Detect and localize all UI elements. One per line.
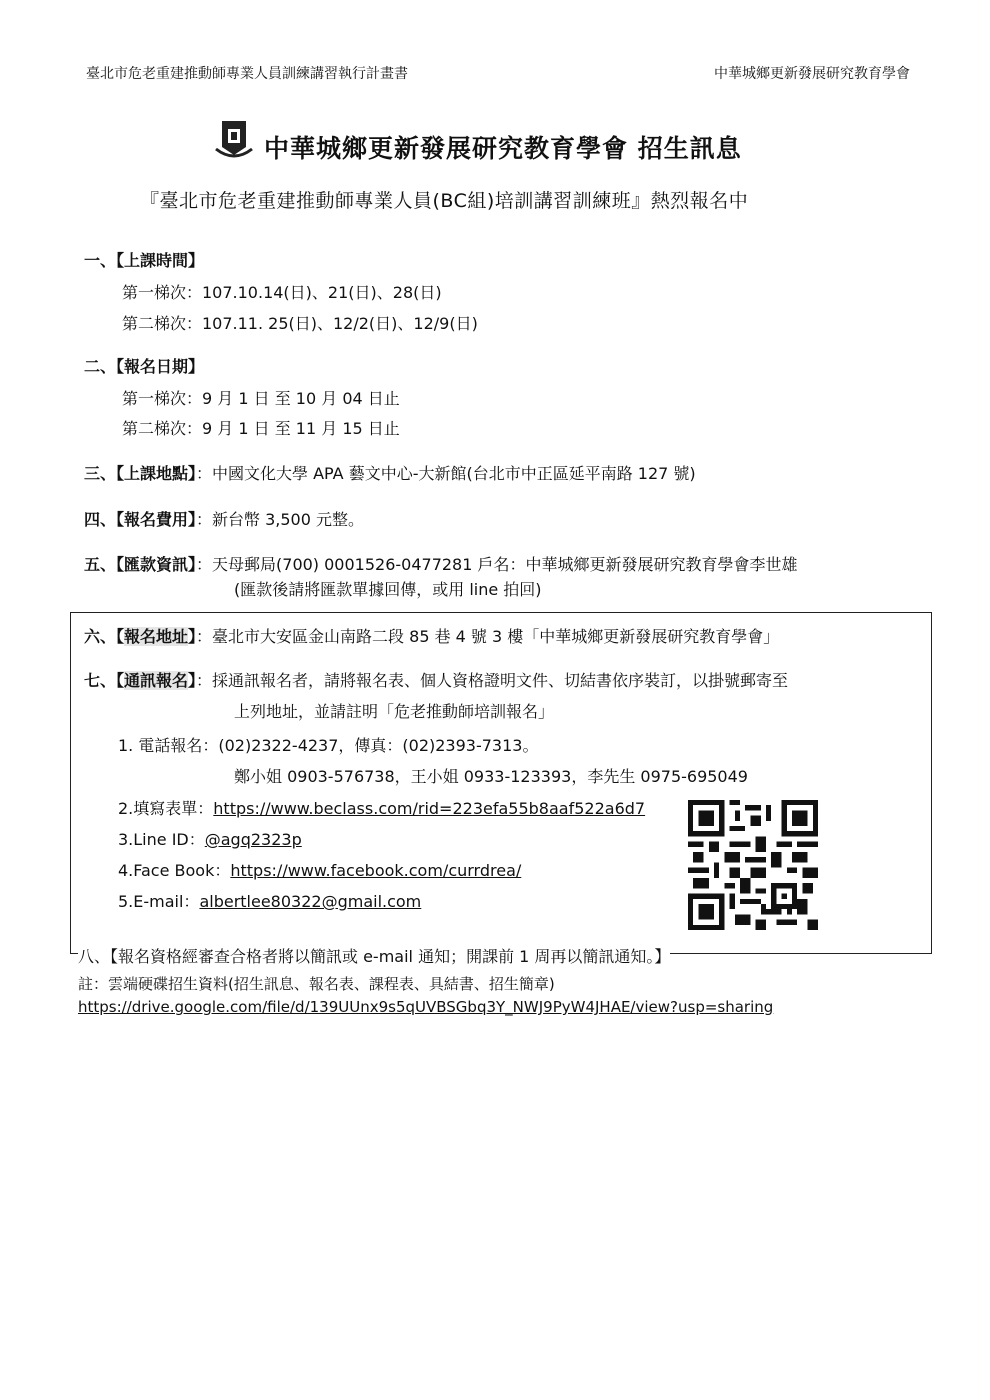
class-time-batch-1: 第一梯次：107.10.14(日)、21(日)、28(日) xyxy=(122,283,442,302)
line-id-item: 3.Line ID：@agq2323p xyxy=(118,830,302,849)
email-link[interactable]: albertlee80322@gmail.com xyxy=(199,892,422,911)
note-cloud-drive: 註：雲端硬碟招生資料(招生訊息、報名表、課程表、具結書、招生簡章) xyxy=(78,975,555,993)
facebook-link[interactable]: https://www.facebook.com/currdrea/ xyxy=(230,861,522,880)
section-class-time-heading: 一、【上課時間】 xyxy=(84,251,205,270)
online-form-item: 2.填寫表單：https://www.beclass.com/rid=223efa55b8aaf522a6d7 xyxy=(118,799,646,818)
line-id-link[interactable]: @agq2323p xyxy=(204,830,302,849)
cloud-drive-link[interactable]: https://drive.google.com/file/d/139UUnx9s5qUVBSGbq3Y_NWJ9PyW4JHAE/view?usp=sharing xyxy=(78,998,774,1016)
org-logo-icon xyxy=(212,117,256,161)
section-registration-address: 六、【報名地址】：臺北市大安區金山南路二段 85 巷 4 號 3 樓「中華城鄉更新發展研究教育學會」 xyxy=(84,627,780,646)
email-item: 5.E-mail：albertlee80322@gmail.com xyxy=(118,892,422,911)
remittance-note: (匯款後請將匯款單據回傳，或用 line 拍回) xyxy=(234,580,542,599)
facebook-item: 4.Face Book：https://www.facebook.com/currdrea/ xyxy=(118,861,522,880)
qr-code-icon[interactable] xyxy=(688,800,818,930)
section-fee: 四、【報名費用】：新台幣 3,500 元整。 xyxy=(84,510,364,529)
header-org-name: 中華城鄉更新發展研究教育學會 xyxy=(714,66,910,82)
section-registration-date-heading: 二、【報名日期】 xyxy=(84,357,205,376)
online-form-link[interactable]: https://www.beclass.com/rid=223efa55b8aaf522a6d7 xyxy=(213,799,646,818)
section-remittance: 五、【匯款資訊】：天母郵局(700) 0001526-0477281 戶名：中華城鄉更新發展研究教育學會李世雄 xyxy=(84,555,798,574)
section-qualification-notice: 八、【報名資格經審查合格者將以簡訊或 e-mail 通知；開課前 1 周再以簡訊通知。】 xyxy=(78,944,670,967)
page-subtitle: 『臺北市危老重建推動師專業人員(BC組)培訓講習訓練班』熱烈報名中 xyxy=(140,190,749,212)
page-title: 中華城鄉更新發展研究教育學會 招生訊息 xyxy=(264,134,742,163)
phone-registration: 1. 電話報名：(02)2322-4237，傳真：(02)2393-7313。 xyxy=(118,736,539,755)
registration-date-batch-2: 第二梯次：9 月 1 日 至 11 月 15 日止 xyxy=(122,419,400,438)
section-class-location: 三、【上課地點】：中國文化大學 APA 藝文中心-大新館(台北市中正區延平南路 127 號) xyxy=(84,464,696,483)
header-plan-title: 臺北市危老重建推動師專業人員訓練講習執行計畫書 xyxy=(86,66,408,82)
section-mail-registration: 七、【通訊報名】：採通訊報名者，請將報名表、個人資格證明文件、切結書依序裝訂，以掛號郵寄至 xyxy=(84,671,789,690)
contact-persons: 鄭小姐 0903-576738，王小姐 0933-123393，李先生 0975-695049 xyxy=(234,767,748,786)
mail-registration-note: 上列地址，並請註明「危老推動師培訓報名」 xyxy=(234,702,555,721)
class-time-batch-2: 第二梯次：107.11. 25(日)、12/2(日)、12/9(日) xyxy=(122,314,478,333)
registration-date-batch-1: 第一梯次：9 月 1 日 至 10 月 04 日止 xyxy=(122,389,400,408)
